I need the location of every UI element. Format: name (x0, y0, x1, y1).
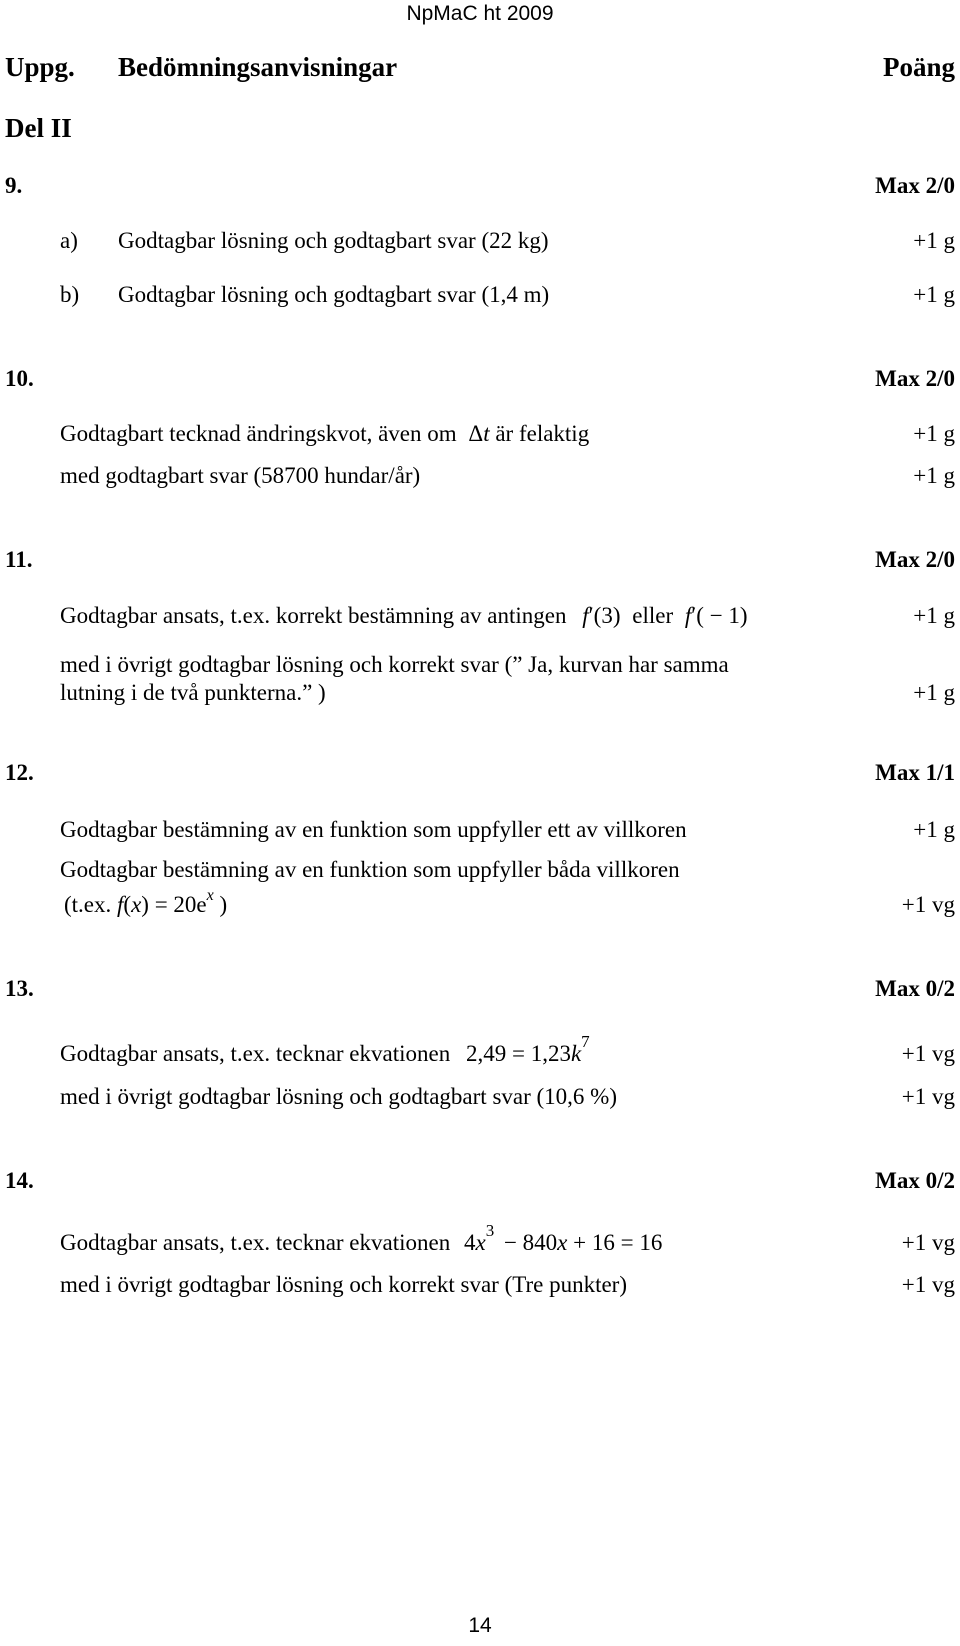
criterion-points: +1 g (913, 603, 955, 628)
task-max-points: Max 0/2 (875, 1168, 955, 1193)
math-prime: ′ (588, 603, 594, 628)
math-variable: x (131, 892, 142, 917)
criterion-text-before: Godtagbar ansats, t.ex. korrekt bestämning av antingen (60, 603, 567, 628)
task-max-points: Max 1/1 (875, 760, 955, 785)
criterion-example: (t.ex. $f(x) = 20e^x$ ) (64, 887, 228, 917)
math-function: f (117, 892, 124, 917)
task-number: 13. (5, 976, 34, 1001)
column-header-points: Poäng (882, 52, 955, 82)
row-label: a) (60, 228, 78, 253)
criterion-text (60, 1032, 590, 1067)
math-function: f (684, 603, 692, 628)
math-argument: ( − 1) (696, 603, 748, 628)
example-open: (t.ex. (64, 892, 112, 917)
math-coefficient: 4 (463, 1230, 476, 1255)
math-exponent: 3 (485, 1221, 495, 1240)
task-max-points: Max 2/0 (875, 547, 955, 572)
criterion-text-before: Godtagbar ansats, t.ex. tecknar ekvationen (60, 1230, 451, 1255)
criterion-text: med godtagbart svar (58700 hundar/år) (60, 463, 421, 488)
criterion-points: +1 g (913, 421, 955, 446)
criterion-text (60, 1221, 663, 1256)
math-argument: (3) (593, 603, 621, 628)
math-exponent: x (206, 887, 214, 904)
criterion-points: +1 vg (901, 1230, 955, 1255)
criterion-points: +1 g (913, 817, 955, 842)
document-title: NpMaC ht 2009 (406, 2, 554, 25)
task-max-points: Max 0/2 (875, 976, 955, 1001)
math-term: − 840 (503, 1230, 558, 1255)
criterion-points: +1 vg (901, 892, 955, 917)
math-variable: x (557, 1230, 568, 1255)
criterion-points: +1 vg (901, 1272, 955, 1297)
criterion-text (60, 421, 589, 447)
criterion-text: Godtagbar bestämning av en funktion som uppfyller båda villkoren (60, 857, 680, 882)
criterion-text: Godtagbar lösning och godtagbart svar (22 kg) (118, 228, 549, 253)
criterion-points: +1 g (913, 228, 955, 253)
section-title: Del II (5, 113, 72, 143)
task-max-points: Max 2/0 (875, 173, 955, 198)
math-rest: + 16 = 16 (573, 1230, 663, 1255)
math-equation: 2,49 = 1,23 (465, 1041, 571, 1066)
task-number: 12. (5, 760, 34, 785)
task-number: 9. (5, 173, 23, 198)
criterion-points: +1 vg (901, 1084, 955, 1109)
criterion-text: med i övrigt godtagbar lösning och korrekt svar (” Ja, kurvan har samma (60, 652, 729, 677)
row-label: b) (60, 282, 80, 307)
math-function: f (582, 603, 589, 628)
page-number: 14 (468, 1614, 492, 1637)
delta-symbol: Δ (468, 421, 484, 446)
criterion-text-after: är felaktig (495, 421, 590, 446)
column-header-task: Uppg. (5, 52, 75, 82)
math-variable: x (475, 1230, 486, 1255)
criterion-text: med i övrigt godtagbar lösning och korrekt svar (Tre punkter) (60, 1272, 628, 1297)
criterion-connector: eller (632, 603, 674, 628)
criterion-text (60, 603, 748, 629)
criterion-text: Godtagbar lösning och godtagbart svar (1,4 m) (118, 282, 550, 307)
criterion-text-before: Godtagbart tecknad ändringskvot, även om (60, 421, 457, 446)
criterion-points: +1 g (913, 463, 955, 488)
criterion-points: +1 vg (901, 1041, 955, 1066)
math-exponent: 7 (581, 1032, 590, 1051)
criterion-points: +1 g (913, 680, 955, 705)
criterion-text: Godtagbar bestämning av en funktion som uppfyller ett av villkoren (60, 817, 687, 842)
criterion-text: lutning i de två punkterna.” ) (60, 680, 326, 705)
task-number: 14. (5, 1168, 34, 1193)
task-max-points: Max 2/0 (875, 366, 955, 391)
criterion-points: +1 g (913, 282, 955, 307)
math-variable: t (483, 421, 490, 446)
task-number: 10. (5, 366, 34, 391)
criterion-text-before: Godtagbar ansats, t.ex. tecknar ekvationen (60, 1041, 451, 1066)
example-close: ) (219, 892, 228, 917)
column-header-guide: Bedömningsanvisningar (118, 52, 398, 82)
math-variable: k (570, 1041, 582, 1066)
criterion-text: med i övrigt godtagbar lösning och godtagbart svar (10,6 %) (60, 1084, 617, 1109)
math-prime: ′ (691, 603, 697, 628)
task-number: 11. (5, 547, 33, 572)
